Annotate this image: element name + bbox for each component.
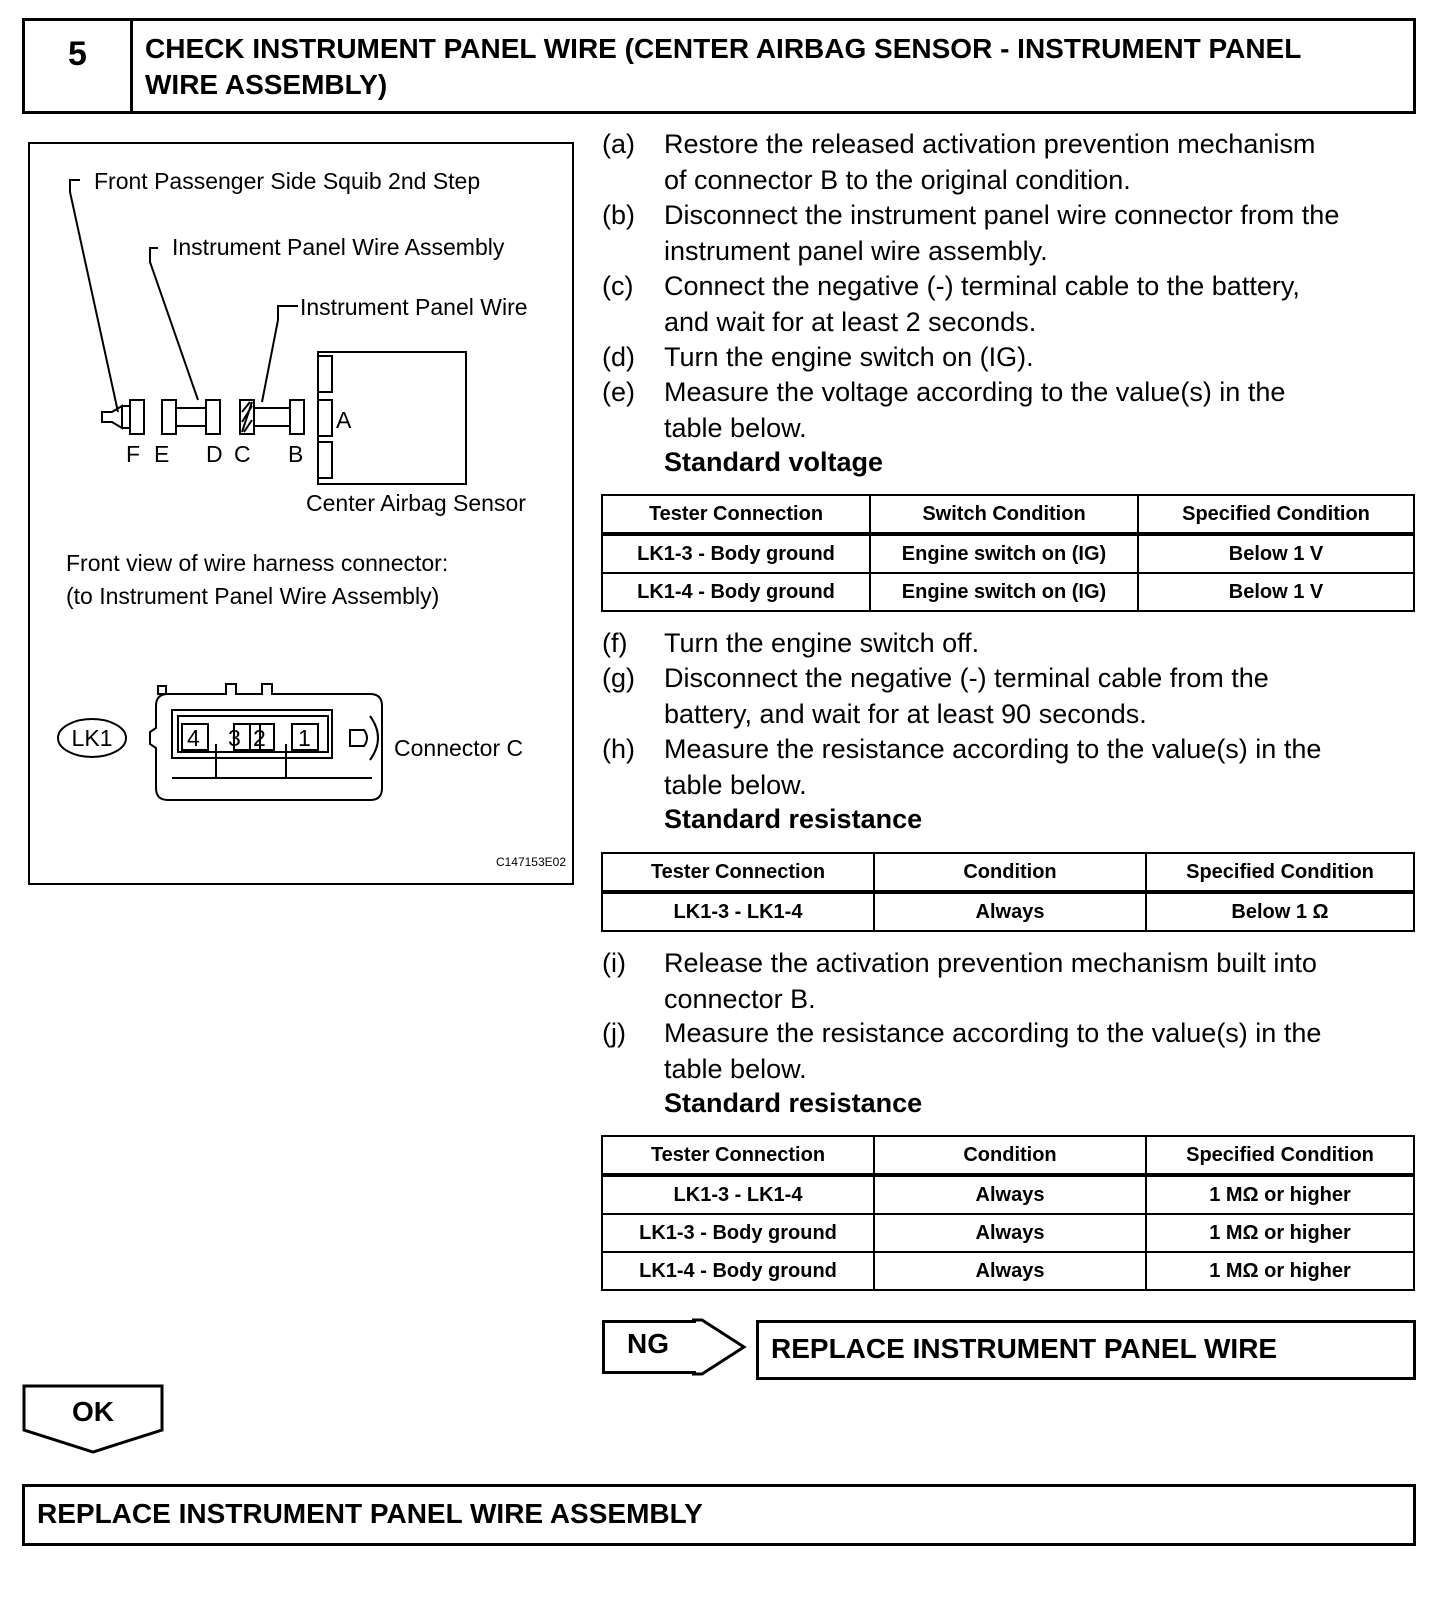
table-header: Tester Connection <box>602 495 870 534</box>
step-f-line1: Turn the engine switch off. <box>664 628 980 658</box>
connector-f <box>130 400 144 434</box>
connector-c-label: Connector C <box>394 735 524 761</box>
letter-c: C <box>234 441 251 467</box>
connector-f-tip <box>102 406 122 428</box>
step-title-line1: CHECK INSTRUMENT PANEL WIRE (CENTER AIRBAG SENSOR - INSTRUMENT PANEL <box>145 33 1302 64</box>
table-header-row <box>602 1136 1414 1175</box>
table-row <box>602 573 1414 611</box>
letter-f: F <box>126 441 141 467</box>
step-b-line1: Disconnect the instrument panel wire connector from the <box>664 200 1340 230</box>
label-squib: Front Passenger Side Squib 2nd Step <box>94 168 481 194</box>
table-header: Switch Condition <box>870 495 1138 534</box>
table-cell: Always <box>874 892 1146 931</box>
step-h-letter: (h) <box>602 734 635 764</box>
table-cell: LK1-3 - Body ground <box>602 534 870 573</box>
table-cell: Below 1 Ω <box>1146 892 1414 931</box>
step-i-letter: (i) <box>602 948 626 978</box>
pin-3: 3 <box>228 725 241 751</box>
leader-squib <box>70 180 118 412</box>
step-b-letter: (b) <box>602 200 635 230</box>
table-cell: 1 MΩ or higher <box>1146 1175 1414 1214</box>
step-e-line1: Measure the voltage according to the value(s) in the <box>664 377 1286 407</box>
ok-label: OK <box>72 1396 114 1427</box>
label-wire-assembly: Instrument Panel Wire Assembly <box>172 234 505 260</box>
resistance-table-2 <box>601 1135 1415 1291</box>
table-cell: 1 MΩ or higher <box>1146 1214 1414 1252</box>
step-d-letter: (d) <box>602 342 635 372</box>
table-row <box>602 1252 1414 1290</box>
lk1-latch <box>350 730 367 746</box>
resistance-table-1 <box>601 852 1415 932</box>
letter-b: B <box>288 441 304 467</box>
step-b-line2: instrument panel wire assembly. <box>664 235 1048 266</box>
step-header <box>22 18 1416 114</box>
step-g-letter: (g) <box>602 663 635 693</box>
wiring-figure <box>28 142 574 885</box>
step-h-line1: Measure the resistance according to the value(s) in the <box>664 734 1322 764</box>
ng-label: NG <box>627 1328 669 1359</box>
connector-id: LK1 <box>71 725 113 751</box>
connector-d <box>206 400 220 434</box>
step-e-letter: (e) <box>602 377 635 407</box>
table-row <box>602 534 1414 573</box>
connector-f-stub <box>122 406 130 428</box>
table-cell: Below 1 V <box>1138 534 1414 573</box>
table-row <box>602 892 1414 931</box>
table-cell: Always <box>874 1214 1146 1252</box>
step-g-line2: battery, and wait for at least 90 seconds. <box>664 698 1147 729</box>
table-row <box>602 1214 1414 1252</box>
table-cell: Engine switch on (IG) <box>870 573 1138 611</box>
step-number: 5 <box>25 21 133 111</box>
table-header-row <box>602 495 1414 534</box>
table-row <box>602 1175 1414 1214</box>
step-a-letter: (a) <box>602 129 635 159</box>
pin-1: 1 <box>298 725 311 751</box>
step-j-letter: (j) <box>602 1018 626 1048</box>
step-c-line1: Connect the negative (-) terminal cable to the battery, <box>664 271 1300 301</box>
step-j-line1: Measure the resistance according to the value(s) in the <box>664 1018 1322 1048</box>
table-header: Condition <box>874 1136 1146 1175</box>
connector-e <box>162 400 176 434</box>
table-header: Specified Condition <box>1146 853 1414 892</box>
step-c-letter: (c) <box>602 271 634 301</box>
sensor-tab-bottom <box>318 442 332 478</box>
step-title <box>145 31 1397 103</box>
step-i-line1: Release the activation prevention mechanism built into <box>664 948 1317 978</box>
sensor-tab-a <box>318 400 332 436</box>
table-cell: Always <box>874 1175 1146 1214</box>
table-cell: Below 1 V <box>1138 573 1414 611</box>
pin-2: 2 <box>253 725 266 751</box>
table-header: Specified Condition <box>1146 1136 1414 1175</box>
step-e-line2: table below. <box>664 412 807 443</box>
step-a-line2: of connector B to the original condition. <box>664 164 1131 195</box>
table-header: Specified Condition <box>1138 495 1414 534</box>
label-instrument-panel-wire: Instrument Panel Wire <box>300 294 528 320</box>
step-a-line1: Restore the released activation prevention mechanism <box>664 129 1316 159</box>
sensor-tab-top <box>318 356 332 392</box>
table-header: Tester Connection <box>602 1136 874 1175</box>
table-header: Tester Connection <box>602 853 874 892</box>
lk1-housing <box>150 684 382 800</box>
table-cell: LK1-3 - LK1-4 <box>602 892 874 931</box>
pin-4: 4 <box>187 725 200 751</box>
step-f-letter: (f) <box>602 628 628 658</box>
table-cell: Engine switch on (IG) <box>870 534 1138 573</box>
front-view-line2: (to Instrument Panel Wire Assembly) <box>66 583 440 609</box>
voltage-table <box>601 494 1415 612</box>
step-j-line2: table below. <box>664 1053 807 1084</box>
letter-a: A <box>336 407 352 433</box>
step-c-line2: and wait for at least 2 seconds. <box>664 306 1037 337</box>
table-cell: LK1-4 - Body ground <box>602 1252 874 1290</box>
table2-title: Standard resistance <box>664 804 923 834</box>
step-d-line1: Turn the engine switch on (IG). <box>664 342 1034 372</box>
front-view-line1: Front view of wire harness connector: <box>66 550 449 576</box>
letter-d: D <box>206 441 223 467</box>
table-cell: LK1-3 - LK1-4 <box>602 1175 874 1214</box>
leader-wire <box>262 306 298 402</box>
table-cell: 1 MΩ or higher <box>1146 1252 1414 1290</box>
leader-assembly <box>150 248 198 400</box>
table3-title: Standard resistance <box>664 1088 923 1118</box>
ng-result-box: REPLACE INSTRUMENT PANEL WIRE <box>756 1320 1416 1380</box>
table-cell: LK1-3 - Body ground <box>602 1214 874 1252</box>
final-action-box: REPLACE INSTRUMENT PANEL WIRE ASSEMBLY <box>22 1484 1416 1546</box>
step-g-line1: Disconnect the negative (-) terminal cable from the <box>664 663 1269 693</box>
lk1-latch-curve <box>370 716 378 760</box>
letter-e: E <box>154 441 170 467</box>
connector-b <box>290 400 304 434</box>
step-i-line2: connector B. <box>664 983 816 1014</box>
table1-title: Standard voltage <box>664 447 884 477</box>
table-header: Condition <box>874 853 1146 892</box>
ng-arrow-icon <box>692 1318 752 1378</box>
label-center-airbag-sensor: Center Airbag Sensor <box>306 490 526 516</box>
table-cell: Always <box>874 1252 1146 1290</box>
step-h-line2: table below. <box>664 769 807 800</box>
figure-code: C147153E02 <box>495 855 566 869</box>
table-header-row <box>602 853 1414 892</box>
step-title-line2: WIRE ASSEMBLY) <box>145 69 388 100</box>
table-cell: LK1-4 - Body ground <box>602 573 870 611</box>
